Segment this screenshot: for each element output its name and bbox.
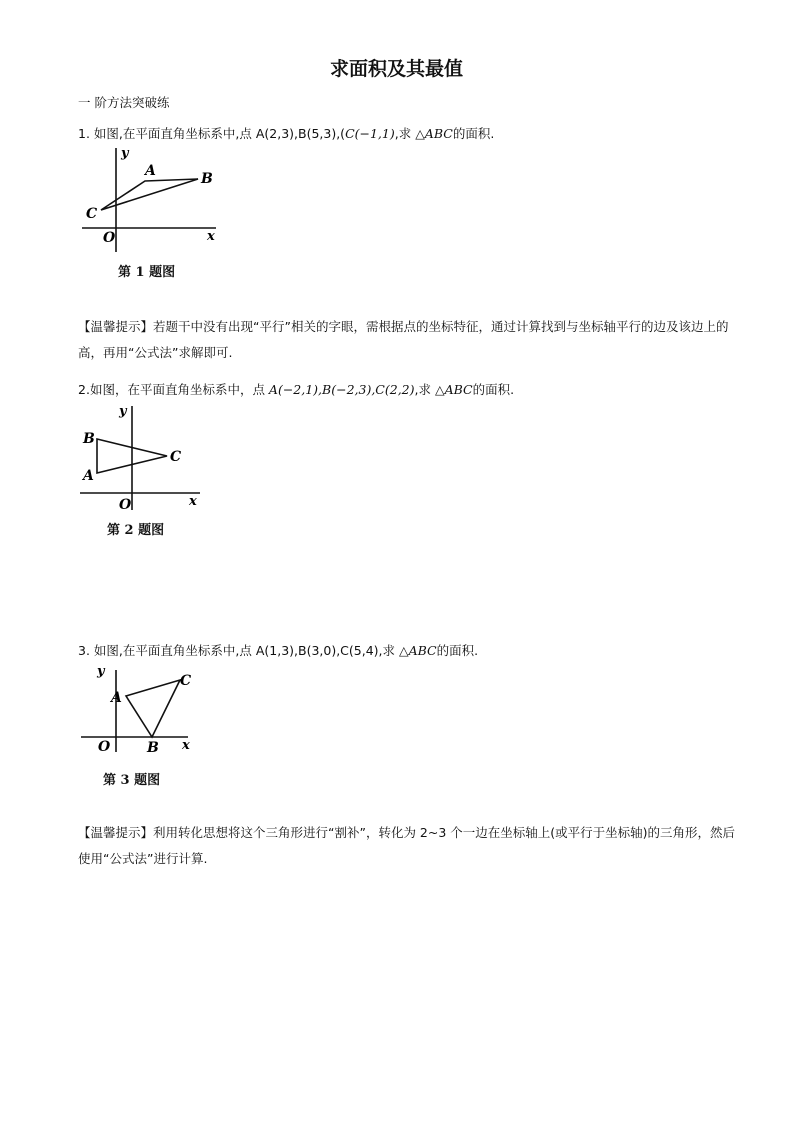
figure-1-y-label: y xyxy=(121,146,129,161)
figure-3-caption: 第 3 题图 xyxy=(103,773,161,788)
question-2-number: 2. xyxy=(78,382,90,397)
question-1-text-mid: ,求 xyxy=(394,126,416,141)
figure-2-point-c: C xyxy=(170,449,182,465)
figure-1-origin-label: O xyxy=(103,230,116,246)
question-3-triangle: △ABC xyxy=(399,643,437,658)
figure-2 xyxy=(76,398,211,516)
question-1-number: 1. xyxy=(78,126,90,141)
figure-2-point-b: B xyxy=(83,431,95,447)
question-1 xyxy=(78,125,494,143)
question-2-text-mid: ,求 xyxy=(414,382,435,397)
hint-1: 【温馨提示】若题干中没有出现“平行”相关的字眼，需根据点的坐标特征，通过计算找到与坐标轴平行的边及该边上的高，再用“公式法”求解即可. xyxy=(78,319,729,360)
question-3-text-end: 的面积. xyxy=(436,643,479,658)
question-2-math: A(−2,1),B(−2,3),C(2,2) xyxy=(268,382,415,397)
figure-1-point-c: C xyxy=(86,206,98,222)
figure-3-point-a: A xyxy=(111,690,122,706)
figure-1-x-label: x xyxy=(207,229,215,244)
question-1-text-end: 的面积. xyxy=(452,126,495,141)
figure-3-origin-label: O xyxy=(98,739,111,755)
question-3-text: 如图,在平面直角坐标系中,点 A(1,3),B(3,0),C(5,4),求 xyxy=(93,643,399,658)
figure-3-x-label: x xyxy=(182,738,190,753)
figure-3-triangle xyxy=(126,680,180,737)
question-1-math: C(−1,1) xyxy=(345,126,395,141)
figure-3 xyxy=(76,658,206,758)
figure-1-caption: 第 1 题图 xyxy=(118,265,176,280)
question-2-text: 如图，在平面直角坐标系中，点 xyxy=(89,382,269,397)
question-2-triangle: △ABC xyxy=(434,382,473,397)
question-2-text-end: 的面积. xyxy=(472,382,515,397)
hint-2: 【温馨提示】利用转化思想将这个三角形进行“割补”，转化为 2~3 个一边在坐标轴上(或平行于坐标轴)的三角形，然后使用“公式法”进行计算. xyxy=(78,825,736,866)
figure-2-origin-label: O xyxy=(119,497,132,513)
question-1-text: 如图,在平面直角坐标系中,点 A(2,3),B(5,3),( xyxy=(93,126,346,141)
figure-3-point-b: B xyxy=(147,740,159,756)
question-3-number: 3. xyxy=(78,643,90,658)
figure-3-point-c: C xyxy=(180,673,192,689)
figure-2-y-label: y xyxy=(119,404,127,419)
figure-1-point-b: B xyxy=(201,171,213,187)
figure-2-x-label: x xyxy=(189,494,197,509)
figure-1 xyxy=(76,142,226,257)
section-heading: 一 阶方法突破练 xyxy=(78,95,170,110)
question-1-triangle: △ABC xyxy=(415,126,453,141)
page-title: 求面积及其最值 xyxy=(329,58,463,80)
question-2 xyxy=(78,381,514,399)
figure-3-y-label: y xyxy=(97,664,105,679)
figure-1-point-a: A xyxy=(145,163,156,179)
figure-2-caption: 第 2 题图 xyxy=(107,523,165,538)
figure-2-point-a: A xyxy=(83,468,94,484)
